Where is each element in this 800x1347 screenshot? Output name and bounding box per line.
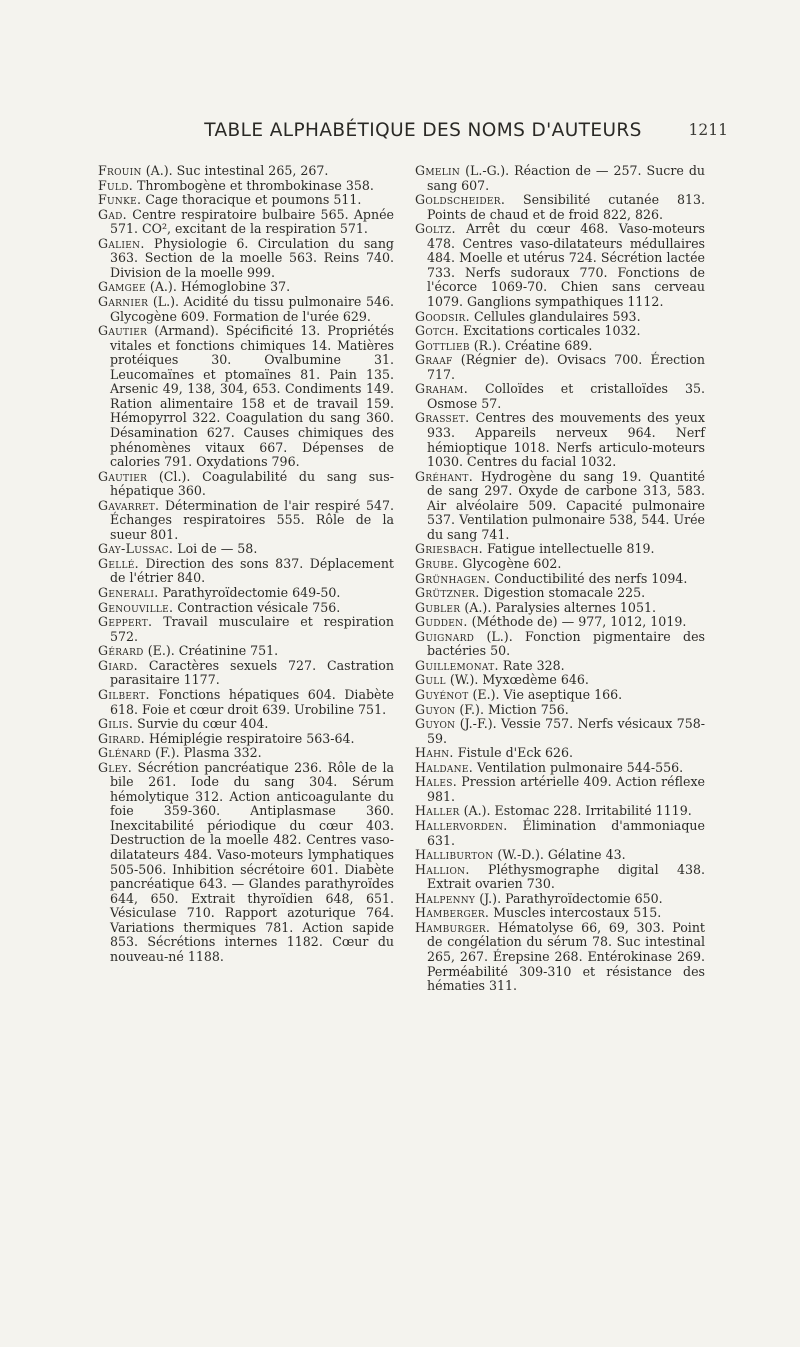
entry-text: (W.-D.). Gélatine 43. <box>493 847 626 863</box>
author-name: Gavarret. <box>98 497 160 513</box>
author-name: Gley. <box>98 759 133 775</box>
author-name: Gmelin <box>415 163 461 178</box>
index-entry <box>415 819 705 848</box>
index-entry <box>415 339 705 354</box>
author-name: Grasset. <box>415 410 470 426</box>
entry-text: Hématolyse 66, 69, 303. Point de congélation du sérum 78. Suc intestinal 265, 267. Érepsine 268. Entérokinase 269. Perméabilité 309-310 et résistance des hématies 311. <box>427 919 705 994</box>
entry-text: (Armand). Spécificité 13. Propriétés vitales et fonctions chimiques 14. Matières protéiques 30. Ovalbumine 31. Leucomaïnes et ptomaïnes 81. Pain 135. Arsenic 49, 138, 304, 653. Condiments 149. Ration alimentaire 158 et de travail 159. Hémopyrrol 322. Coagulation du sang 360. Désamination 627. Causes chimiques des phénomènes vitaux 667. Dépenses de calories 791. Oxydations 796. <box>110 323 394 470</box>
index-entry <box>98 732 394 747</box>
author-name: Gilbert. <box>98 686 150 702</box>
index-entry <box>98 644 394 659</box>
index-entry <box>98 542 394 557</box>
author-name: Generali. <box>98 585 159 601</box>
author-name: Griesbach. <box>415 541 483 557</box>
index-entry <box>415 542 705 557</box>
index-entry <box>415 310 705 325</box>
entry-text: Pression artérielle 409. Action réflexe 981. <box>427 774 705 804</box>
entry-text: Conductibilité des nerfs 1094. <box>490 570 688 586</box>
index-entry <box>98 746 394 761</box>
page-header <box>118 120 728 150</box>
entry-text: Thrombogène et thrombokinase 358. <box>133 177 374 193</box>
author-name: Guyon <box>415 701 456 717</box>
entry-text: Pléthysmographe digital 438. Extrait ovarien 730. <box>427 861 705 892</box>
index-entry <box>415 601 705 616</box>
right-column <box>415 164 705 994</box>
author-name: Grünhagen. <box>415 570 491 586</box>
author-name: Grube. <box>415 555 459 571</box>
entry-text: (A.). Suc intestinal 265, 267. <box>141 163 329 178</box>
entry-text: (J.). Parathyroïdectomie 650. <box>475 890 663 906</box>
author-name: Gay-Lussac. <box>98 541 174 557</box>
author-name: Gréhant. <box>415 468 474 484</box>
author-name: Goodsir. <box>415 308 470 324</box>
author-name: Halliburton <box>415 847 494 863</box>
entry-text: (L.). Acidité du tissu pulmonaire 546. Glycogène 609. Formation de l'urée 629. <box>110 294 394 324</box>
index-entry <box>98 717 394 732</box>
author-name: Frouin <box>98 163 142 178</box>
index-entry <box>415 630 705 659</box>
author-name: Hallervorden. <box>415 818 508 834</box>
index-entry <box>415 673 705 688</box>
left-column <box>98 164 394 964</box>
index-entry <box>415 572 705 587</box>
index-entry <box>415 164 705 193</box>
index-entry <box>98 586 394 601</box>
author-name: Hamburger. <box>415 919 491 935</box>
index-entry <box>98 295 394 324</box>
author-name: Guyénot <box>415 686 469 702</box>
author-name: Gull <box>415 672 446 688</box>
index-entry <box>415 586 705 601</box>
entry-text: Centre respiratoire bulbaire 565. Apnée 571. CO², excitant de la respiration 571. <box>110 206 394 237</box>
index-entry <box>415 615 705 630</box>
index-entry <box>415 761 705 776</box>
author-name: Hales. <box>415 774 457 790</box>
entry-text: Fatigue intellectuelle 819. <box>482 541 655 557</box>
entry-text: Sensibilité cutanée 813. Points de chaud et de froid 822, 826. <box>427 192 705 222</box>
author-name: Haldane. <box>415 759 474 775</box>
author-name: Gilis. <box>98 716 134 732</box>
author-name: Fuld. <box>98 177 134 193</box>
author-name: Hamberger. <box>415 905 490 921</box>
entry-text: (Méthode de) — 977, 1012, 1019. <box>467 614 687 630</box>
index-entry <box>98 179 394 194</box>
author-name: Gautier <box>98 468 148 484</box>
author-name: Garnier <box>98 294 149 310</box>
entry-text: (E.). Vie aseptique 166. <box>468 686 623 702</box>
entry-text: (A.). Hémoglobine 37. <box>145 279 291 295</box>
author-name: Gad. <box>98 206 127 222</box>
entry-text: Muscles intercostaux 515. <box>489 905 662 921</box>
index-entry <box>98 237 394 281</box>
author-name: Goltz. <box>415 221 456 237</box>
author-name: Galien. <box>98 235 145 251</box>
index-entry <box>415 848 705 863</box>
index-entry <box>415 703 705 718</box>
entry-text: Physiologie 6. Circulation du sang 363. Section de la moelle 563. Reins 740. Division de la moelle 999. <box>110 235 394 280</box>
index-entry <box>415 470 705 543</box>
entry-text: (R.). Créatine 689. <box>469 337 593 353</box>
entry-text: Élimination d'ammoniaque 631. <box>427 818 705 848</box>
entry-text: (J.-F.). Vessie 757. Nerfs vésicaux 758-59. <box>427 716 705 746</box>
author-name: Guillemonat. <box>415 657 499 673</box>
author-name: Hallion. <box>415 861 470 877</box>
author-name: Hahn. <box>415 745 454 761</box>
index-entry <box>98 557 394 586</box>
index-entry <box>98 499 394 543</box>
entry-text: Loi de — 58. <box>173 541 258 557</box>
entry-text: Parathyroïdectomie 649-50. <box>158 585 341 601</box>
entry-text: (A.). Paralysies alternes 1051. <box>460 599 656 615</box>
author-name: Gottlieb <box>415 337 470 353</box>
index-entry <box>98 280 394 295</box>
entry-text: (W.). Myxœdème 646. <box>445 672 589 688</box>
index-entry <box>98 615 394 644</box>
author-name: Guyon <box>415 716 456 732</box>
index-entry <box>98 761 394 965</box>
index-entry <box>415 353 705 382</box>
entry-text: Excitations corticales 1032. <box>458 323 641 339</box>
author-name: Funke. <box>98 192 142 208</box>
index-entry <box>415 688 705 703</box>
index-entry <box>415 382 705 411</box>
entry-text: Digestion stomacale 225. <box>479 585 646 601</box>
entry-text: Ventilation pulmonaire 544-556. <box>473 759 684 775</box>
entry-text: Fonctions hépatiques 604. Diabète 618. Foie et cœur droit 639. Urobiline 751. <box>110 686 394 717</box>
index-entry <box>98 688 394 717</box>
index-entry <box>98 601 394 616</box>
author-name: Glénard <box>98 745 152 761</box>
entry-text: Hydrogène du sang 19. Quantité de sang 297. Oxyde de carbone 313, 583. Air alvéolaire 509. Capacité pulmonaire 537. Ventilation pulmonaire 538, 544. Urée du sang 741. <box>427 468 705 542</box>
author-name: Gudden. <box>415 614 468 630</box>
author-name: Graaf <box>415 352 453 368</box>
index-entry <box>415 411 705 469</box>
index-entry <box>98 193 394 208</box>
entry-text: Caractères sexuels 727. Castration parasitaire 1177. <box>110 657 394 688</box>
index-entry <box>415 222 705 309</box>
index-entry <box>415 921 705 994</box>
index-entry <box>415 659 705 674</box>
page-title: TABLE ALPHABÉTIQUE DES NOMS D'AUTEURS <box>204 120 642 141</box>
entry-text: Survie du cœur 404. <box>133 716 269 732</box>
entry-text: (A.). Estomac 228. Irritabilité 1119. <box>459 803 692 819</box>
index-entry <box>415 193 705 222</box>
entry-text: Travail musculaire et respiration 572. <box>110 614 394 644</box>
index-entry <box>415 557 705 572</box>
entry-text: Sécrétion pancréatique 236. Rôle de la bile 261. Iode du sang 304. Sérum hémolytique 312. Action anticoagulante du foie 359-360. Antiplasmase 360. Inexcitabilité périodique du cœur 403. Destruction de la moelle 482. Centres vaso-dilatateurs 484. Vaso-moteurs lymphatiques 505-506. Inhibition sécrétoire 601. Diabète pancréatique 643. — Glandes parathyroïdes 644, 650. Extrait thyroïdien 648, 651. Vésiculase 710. Rapport azoturique 764. Variations thermiques 781. Action sapide 853. Sécrétions internes 1182. Cœur du nouveau-né 1188. <box>110 759 394 964</box>
index-entry <box>415 717 705 746</box>
entry-text: (Cl.). Coagulabilité du sang sus-hépatique 360. <box>110 468 394 499</box>
author-name: Gamgee <box>98 279 146 295</box>
author-name: Graham. <box>415 381 469 397</box>
author-name: Goldscheider. <box>415 192 506 208</box>
entry-text: (F.). Plasma 332. <box>151 745 262 761</box>
author-name: Guignard <box>415 628 475 644</box>
author-name: Gubler <box>415 599 461 615</box>
entry-text: Colloïdes et cristalloïdes 35. Osmose 57. <box>427 381 705 411</box>
index-entry <box>415 324 705 339</box>
entry-text: Contraction vésicale 756. <box>173 599 341 615</box>
index-entry <box>98 164 394 179</box>
author-name: Genouville. <box>98 599 174 615</box>
index-entry <box>98 659 394 688</box>
index-entry <box>415 906 705 921</box>
author-name: Girard. <box>98 730 145 746</box>
index-entry <box>98 470 394 499</box>
entry-text: Glycogène 602. <box>458 555 562 571</box>
author-name: Grützner. <box>415 585 480 601</box>
author-name: Haller <box>415 803 460 819</box>
index-entry <box>415 804 705 819</box>
author-name: Gérard <box>98 643 144 659</box>
page-number: 1211 <box>688 121 728 139</box>
author-name: Halpenny <box>415 890 476 906</box>
author-name: Gautier <box>98 323 148 339</box>
index-entry <box>415 892 705 907</box>
entry-text: (F.). Miction 756. <box>455 701 569 717</box>
index-entry <box>98 208 394 237</box>
entry-text: Cellules glandulaires 593. <box>469 308 641 324</box>
index-entry <box>415 775 705 804</box>
entry-text: Direction des sons 837. Déplacement de l'étrier 840. <box>110 555 394 586</box>
entry-text: Cage thoracique et poumons 511. <box>141 192 362 208</box>
entry-text: (L.-G.). Réaction de — 257. Sucre du sang 607. <box>427 163 705 193</box>
entry-text: Arrêt du cœur 468. Vaso-moteurs 478. Centres vaso-dilatateurs médullaires 484. Moelle et utérus 724. Sécrétion lactée 733. Nerfs sudoraux 770. Fonctions de l'écorce 1069-70. Chien sans cerveau 1079. Ganglions sympathiques 1112. <box>427 221 705 309</box>
entry-text: Détermination de l'air respiré 547. Échanges respiratoires 555. Rôle de la sueur 801. <box>110 497 394 542</box>
entry-text: (L.). Fonction pigmentaire des bactéries 50. <box>427 628 705 659</box>
entry-text: Hémiplégie respiratoire 563-64. <box>145 730 355 746</box>
entry-text: (E.). Créatinine 751. <box>143 643 279 659</box>
author-name: Gotch. <box>415 323 459 339</box>
entry-text: Fistule d'Eck 626. <box>453 745 574 761</box>
entry-text: Centres des mouvements des yeux 933. Appareils nerveux 964. Nerf hémioptique 1018. Nerfs articulo-moteurs 1030. Centres du facial 1032. <box>427 410 705 470</box>
index-entry <box>98 324 394 469</box>
author-name: Geppert. <box>98 614 153 630</box>
index-entry <box>415 746 705 761</box>
entry-text: Rate 328. <box>498 657 565 673</box>
index-entry <box>415 863 705 892</box>
author-name: Giard. <box>98 657 138 673</box>
entry-text: (Régnier de). Ovisacs 700. Érection 717. <box>427 352 705 382</box>
author-name: Gellé. <box>98 555 139 571</box>
